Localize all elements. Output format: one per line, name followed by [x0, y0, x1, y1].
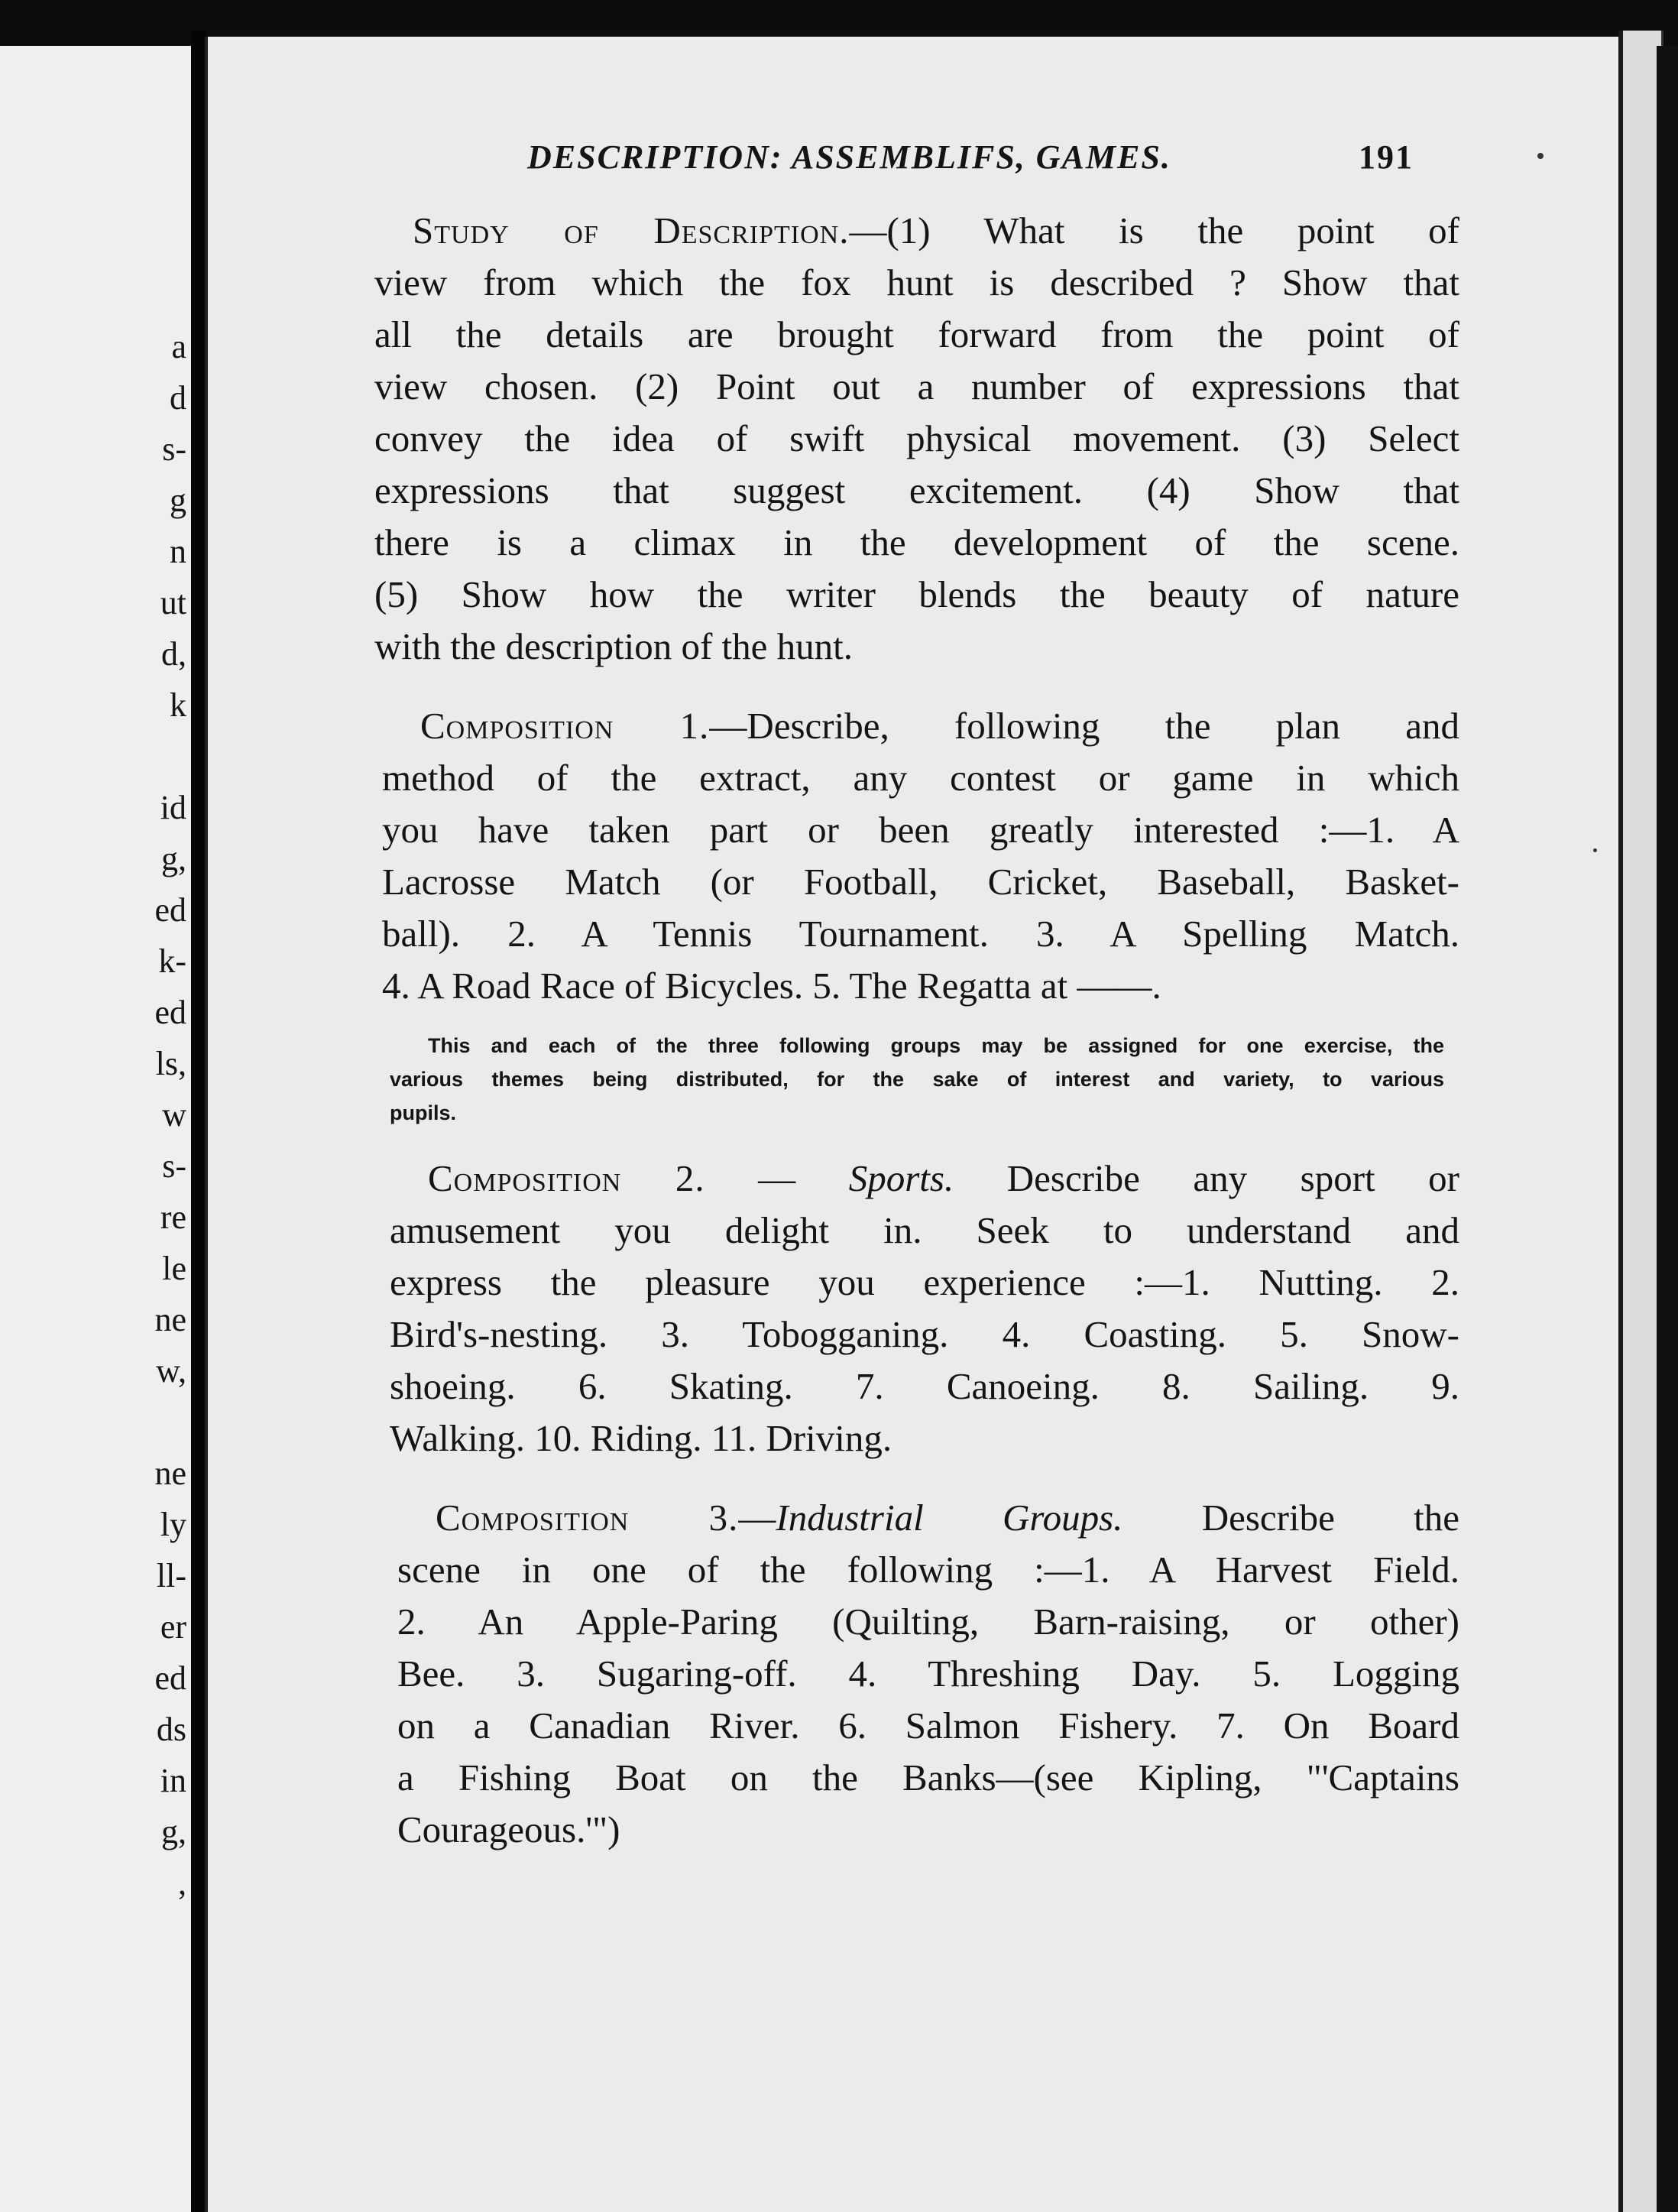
facing-page-fragment: ed	[154, 994, 186, 1031]
paragraph-line: with the description of the hunt.	[374, 625, 853, 667]
composition-1-paragraph	[420, 700, 1459, 752]
paragraph-line: scene in one of the following :—1. A Harvest Field.	[397, 1549, 1459, 1591]
paragraph-line: view chosen. (2) Point out a number of expressions that	[374, 365, 1459, 407]
running-head	[374, 138, 1459, 183]
paragraph-line: Composition 2. — Sports. Describe any sport or	[428, 1157, 1459, 1199]
paragraph-line: shoeing. 6. Skating. 7. Canoeing. 8. Sailing. 9.	[390, 1365, 1459, 1407]
facing-page-fragment: ed	[154, 1659, 186, 1697]
facing-page-fragment: ne	[154, 1301, 186, 1338]
note-line: pupils.	[390, 1101, 456, 1124]
paper-speck	[1593, 848, 1597, 852]
facing-page-fragment: w	[162, 1096, 186, 1134]
composition-2-subtitle: Sports.	[848, 1157, 954, 1199]
facing-page-fragment: d,	[161, 635, 186, 673]
paragraph-line: expressions that suggest excitement. (4) Show that	[374, 469, 1459, 511]
study-of-description-paragraph	[413, 205, 1459, 257]
paragraph-line: a Fishing Boat on the Banks—(see Kipling, "'Captains	[397, 1756, 1459, 1798]
facing-page-fragment: ed	[154, 891, 186, 929]
facing-page-fragment: d	[170, 379, 186, 417]
paragraph-line: Courageous.'")	[397, 1808, 620, 1850]
paragraph-line: convey the idea of swift physical movement. (3) Select	[374, 417, 1459, 459]
paragraph-line: amusement you delight in. Seek to understand and	[390, 1209, 1459, 1251]
facing-page-fragment: ,	[178, 1864, 186, 1902]
facing-page-fragment: er	[160, 1608, 186, 1646]
paragraph-line: 2. An Apple-Paring (Quilting, Barn-raising, or other)	[397, 1601, 1459, 1643]
paragraph-line: there is a climax in the development of the scene.	[374, 521, 1459, 563]
facing-page-fragment: le	[162, 1250, 186, 1287]
facing-page-fragment: ls,	[155, 1045, 186, 1082]
paragraph-line: Composition 3.—Industrial Groups. Describe the	[436, 1497, 1459, 1539]
facing-page-fragment: n	[170, 533, 186, 570]
paragraph-line: on a Canadian River. 6. Salmon Fishery. 7. On Board	[397, 1704, 1459, 1747]
composition-1-heading: Composition 1.	[420, 705, 710, 747]
facing-page-fragment: ds	[156, 1711, 186, 1748]
paragraph-line: Lacrosse Match (or Football, Cricket, Baseball, Basket-	[382, 861, 1459, 903]
paragraph-line: express the pleasure you experience :—1. Nutting. 2.	[390, 1261, 1459, 1303]
composition-3-subtitle: Industrial Groups.	[776, 1497, 1123, 1539]
scan-border-right	[1657, 46, 1678, 2212]
composition-2-body	[390, 1205, 1459, 1464]
facing-page-fragment: ly	[160, 1506, 186, 1543]
paragraph-line: all the details are brought forward from the point of	[374, 313, 1459, 355]
paragraph-line: Walking. 10. Riding. 11. Driving.	[390, 1417, 892, 1459]
study-heading: Study of Description.	[413, 209, 850, 251]
note-line: This and each of the three following groups may be assigned for one exercise, the	[428, 1034, 1444, 1057]
facing-page-fragment: w,	[156, 1352, 186, 1390]
composition-3-paragraph	[436, 1492, 1459, 1544]
facing-page-fragment: g	[170, 482, 186, 519]
facing-page-fragment: s-	[162, 1147, 186, 1185]
paragraph-line: Study of Description.—(1) What is the point of	[413, 209, 1460, 251]
facing-page-left	[0, 46, 191, 2212]
facing-page-fragment: g,	[161, 840, 186, 877]
paragraph-line: 4. A Road Race of Bicycles. 5. The Regatta at ——.	[382, 965, 1161, 1007]
paragraph-line: Bird's-nesting. 3. Tobogganing. 4. Coasting. 5. Snow-	[390, 1313, 1459, 1355]
running-head-title: DESCRIPTION: ASSEMBLIFS, GAMES.	[527, 138, 1171, 176]
paragraph-line: view from which the fox hunt is described ? Show that	[374, 261, 1459, 303]
facing-page-fragment: ut	[160, 584, 186, 621]
study-of-description-body	[374, 257, 1459, 673]
composition-1-body	[382, 752, 1459, 1012]
facing-page-fragment: a	[171, 328, 186, 365]
composition-2-heading: Composition 2.	[428, 1157, 705, 1199]
note-line: various themes being distributed, for the sake of interest and variety, to various	[390, 1068, 1444, 1091]
facing-page-fragment: ne	[154, 1455, 186, 1492]
book-gutter	[191, 31, 206, 2212]
facing-page-fragment: id	[160, 789, 186, 826]
composition-3-body	[397, 1544, 1459, 1856]
paragraph-line: Bee. 3. Sugaring-off. 4. Threshing Day. 5. Logging	[397, 1653, 1459, 1695]
facing-page-fragment: re	[160, 1198, 186, 1236]
facing-page-fragment: ll-	[156, 1557, 186, 1594]
page-content	[374, 138, 1459, 1856]
paragraph-line: ball). 2. A Tennis Tournament. 3. A Spelling Match.	[382, 913, 1459, 955]
facing-page-fragment: in	[160, 1762, 186, 1799]
facing-page-fragment: s-	[162, 430, 186, 468]
facing-page-fragment: k-	[158, 942, 186, 980]
page-number: 191	[1359, 138, 1414, 176]
composition-3-heading: Composition 3.	[436, 1497, 739, 1539]
paragraph-line: (5) Show how the writer blends the beauty of nature	[374, 573, 1459, 615]
facing-page-fragment	[0, 731, 191, 782]
facing-page-fragment: k	[170, 686, 186, 724]
paper-speck	[1537, 153, 1544, 159]
teacher-note	[390, 1029, 1444, 1130]
facing-page-fragment: g,	[161, 1813, 186, 1850]
facing-page-fragment	[0, 1396, 191, 1448]
paragraph-line: you have taken part or been greatly interested :—1. A	[382, 809, 1459, 851]
composition-2-paragraph	[428, 1153, 1459, 1205]
paragraph-line: Composition 1.—Describe, following the plan and	[420, 705, 1459, 747]
facing-page-line-endings	[0, 321, 191, 1909]
paragraph-line: method of the extract, any contest or game in which	[382, 757, 1459, 799]
